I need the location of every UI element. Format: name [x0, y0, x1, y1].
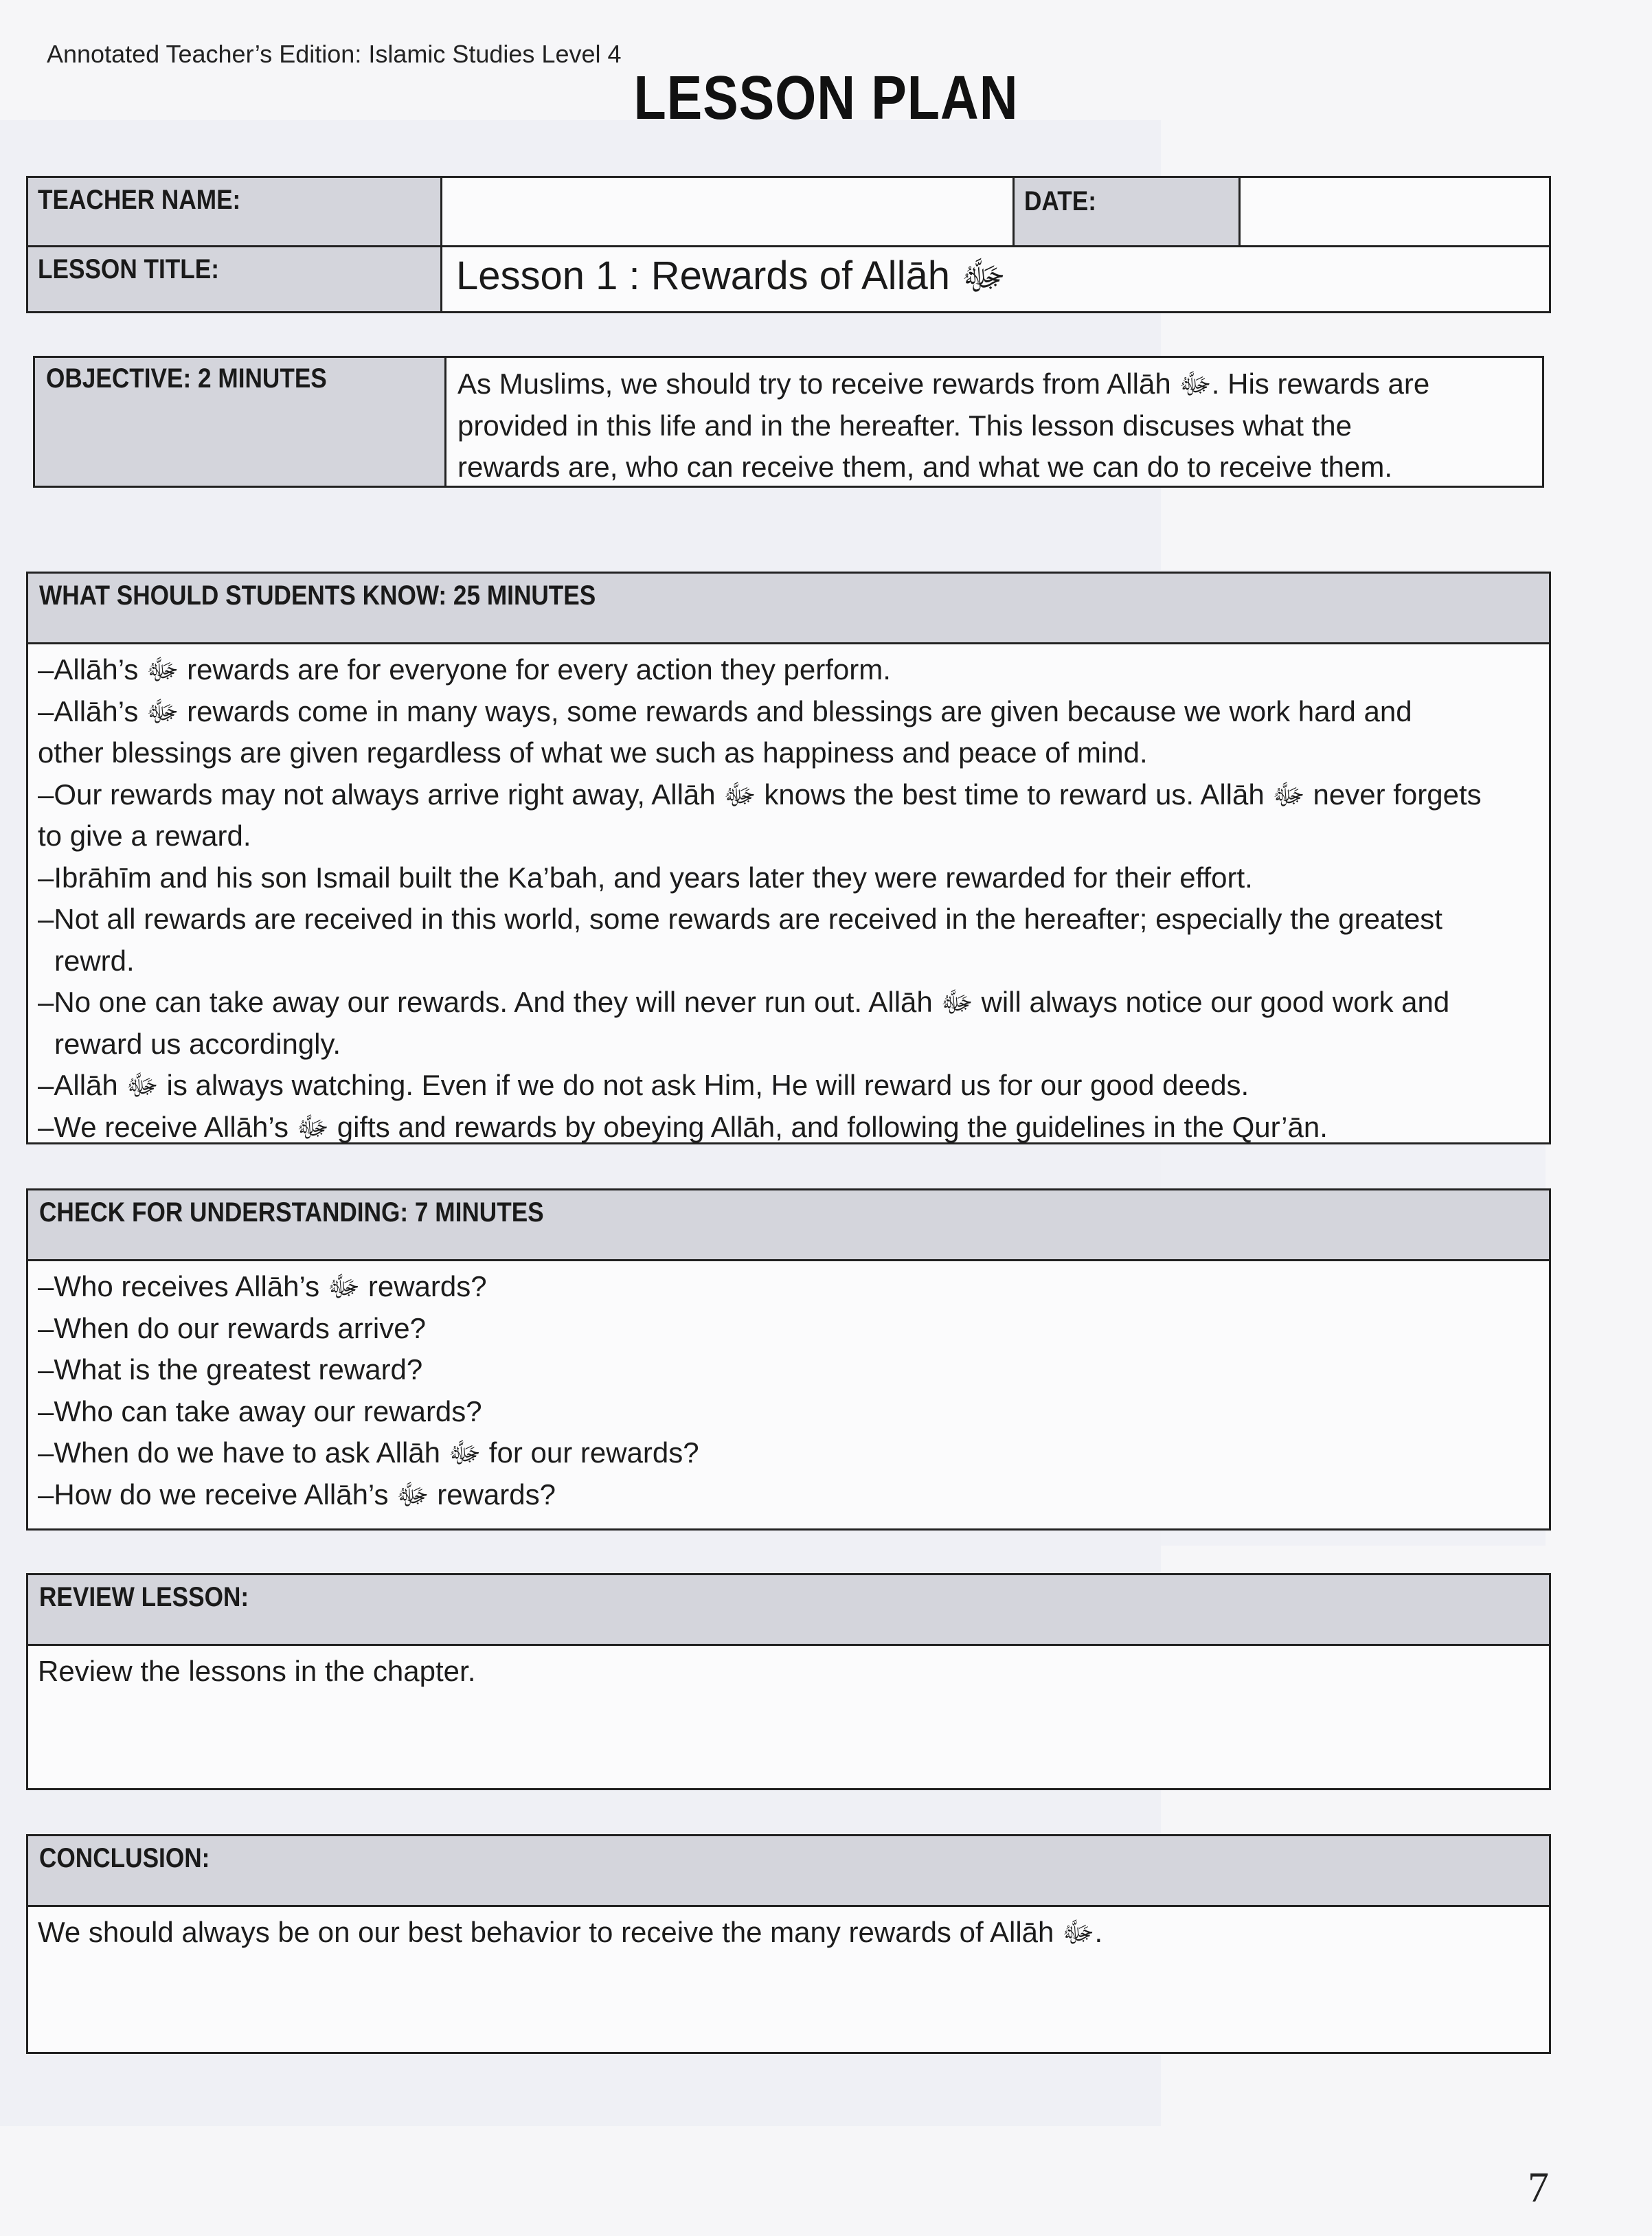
- objective-label: OBJECTIVE: 2 MINUTES: [46, 363, 327, 394]
- lesson-title-field[interactable]: [442, 247, 1550, 311]
- objective-line: provided in this life and in the hereafter. This lesson discuses what the: [457, 409, 1352, 442]
- teacher-name-label: TEACHER NAME:: [38, 185, 241, 215]
- date-label: DATE:: [1024, 186, 1096, 216]
- review-text: Review the lessons in the chapter.: [38, 1655, 476, 1687]
- know-line: –We receive Allāh’s ﷻ gifts and rewards by obeying Allāh, and following the guidelines in the Qur’ān.: [38, 1110, 1328, 1143]
- know-line: –No one can take away our rewards. And they will never run out. Allāh ﷻ will always notice our good work and: [38, 986, 1450, 1018]
- review-table: [26, 1573, 1551, 1790]
- conclusion-body: [38, 1912, 1542, 1954]
- teacher-name-field[interactable]: [442, 178, 1012, 245]
- date-field[interactable]: [1241, 178, 1550, 245]
- conclusion-table: [26, 1834, 1551, 2054]
- know-line: –Allāh ﷻ is always watching. Even if we do not ask Him, He will reward us for our good deeds.: [38, 1069, 1249, 1101]
- conclusion-text: We should always be on our best behavior to receive the many rewards of Allāh ﷻ.: [38, 1916, 1103, 1948]
- check-body: [38, 1266, 1542, 1515]
- review-body: [38, 1651, 1542, 1693]
- conclusion-label: CONCLUSION:: [39, 1843, 210, 1873]
- check-line: –When do our rewards arrive?: [38, 1311, 426, 1344]
- check-line: –What is the greatest reward?: [38, 1353, 423, 1386]
- conclusion-header: [28, 1836, 1549, 1905]
- objective-text: [446, 363, 1542, 488]
- know-line: to give a reward.: [38, 820, 251, 852]
- know-line: –Allāh’s ﷻ rewards are for everyone for every action they perform.: [38, 653, 891, 686]
- review-label: REVIEW LESSON:: [39, 1582, 249, 1612]
- objective-table: [33, 356, 1544, 488]
- know-line: –Our rewards may not always arrive right away, Allāh ﷻ knows the best time to reward us. Allāh ﷻ never forgets: [38, 778, 1482, 811]
- know-label: WHAT SHOULD STUDENTS KNOW: 25 MINUTES: [39, 580, 596, 611]
- know-line: other blessings are given regardless of what we such as happiness and peace of mind.: [38, 736, 1148, 769]
- know-line: –Allāh’s ﷻ rewards come in many ways, some rewards and blessings are given because we work hard and: [38, 694, 1412, 727]
- know-line: reward us accordingly.: [54, 1027, 341, 1060]
- objective-label-cell: [35, 358, 444, 486]
- objective-line: rewards are, who can receive them, and what we can do to receive them.: [457, 451, 1393, 483]
- check-line: –How do we receive Allāh’s ﷻ rewards?: [38, 1478, 556, 1511]
- check-line: –Who can take away our rewards?: [38, 1394, 482, 1427]
- review-header: [28, 1575, 1549, 1644]
- page-number: 7: [1528, 2165, 1549, 2211]
- know-body: [38, 649, 1542, 1148]
- check-line: –Who receives Allāh’s ﷻ rewards?: [38, 1270, 487, 1302]
- date-label-cell: [1015, 178, 1238, 245]
- lesson-title-label: LESSON TITLE:: [38, 254, 219, 284]
- teacher-name-label-cell: [28, 178, 440, 245]
- check-label: CHECK FOR UNDERSTANDING: 7 MINUTES: [39, 1197, 544, 1228]
- know-table: [26, 572, 1551, 1144]
- know-line: –Ibrāhīm and his son Ismail built the Ka’bah, and years later they were rewarded for their effort.: [38, 861, 1253, 894]
- know-line: rewrd.: [54, 944, 135, 977]
- lesson-title-label-cell: [28, 247, 440, 311]
- check-line: –When do we have to ask Allāh ﷻ for our rewards?: [38, 1436, 699, 1469]
- check-header: [28, 1190, 1549, 1259]
- objective-line: As Muslims, we should try to receive rewards from Allāh ﷻ. His rewards are: [457, 368, 1430, 400]
- page-title: LESSON PLAN: [633, 64, 1019, 133]
- check-table: [26, 1188, 1551, 1531]
- lesson-title-value: Lesson 1 : Rewards of Allāh ﷻ: [456, 253, 1006, 298]
- header-table: [26, 176, 1551, 313]
- know-line: –Not all rewards are received in this world, some rewards are received in the hereafter; especially the greatest: [38, 903, 1442, 935]
- running-header: Annotated Teacher’s Edition: Islamic Studies Level 4: [47, 40, 622, 68]
- know-header: [28, 574, 1549, 642]
